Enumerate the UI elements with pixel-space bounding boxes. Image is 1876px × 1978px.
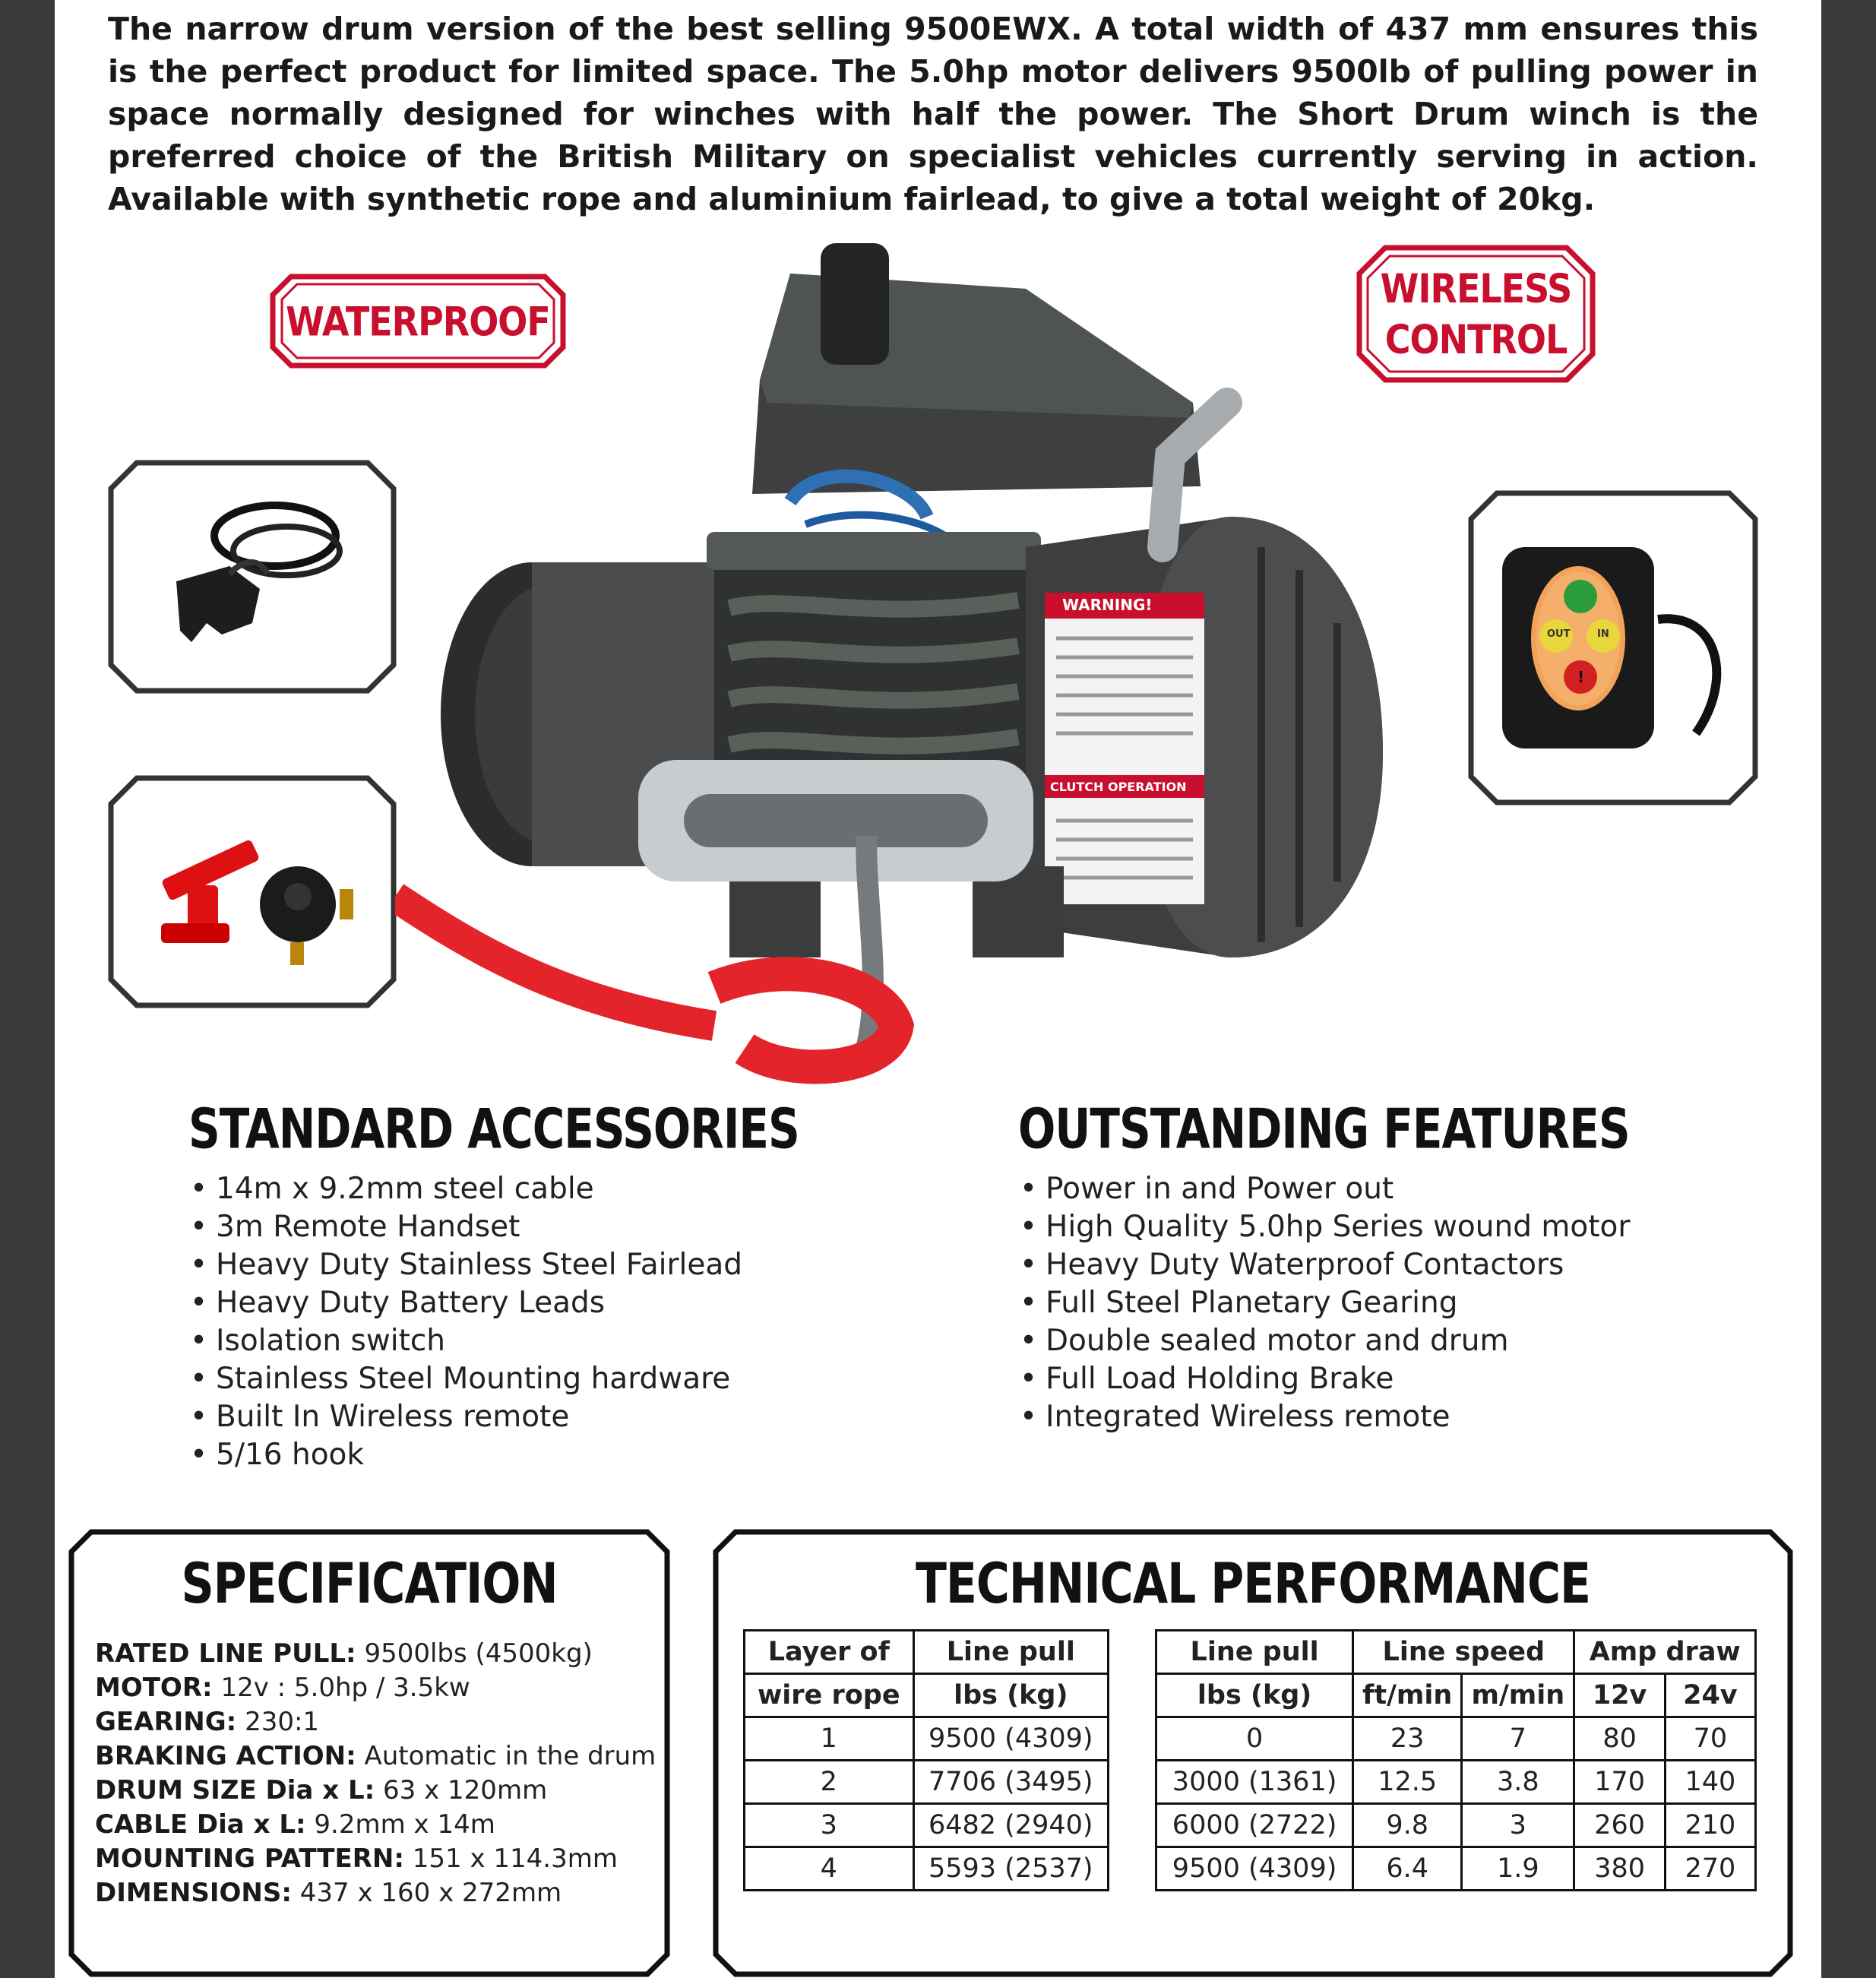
table-row — [745, 1804, 1109, 1847]
table-cell: 7 — [1462, 1717, 1574, 1761]
spec-value: Automatic in the drum — [364, 1741, 656, 1771]
standard-accessories-heading: STANDARD ACCESSORIES — [188, 1097, 799, 1161]
wireless-remote-image — [1468, 490, 1758, 805]
table-cell: 3000 (1361) — [1156, 1761, 1353, 1804]
spec-label: RATED LINE PULL: — [95, 1638, 356, 1669]
table-cell: 9.8 — [1353, 1804, 1462, 1847]
list-item: • Full Steel Planetary Gearing — [1020, 1284, 1630, 1322]
list-item: • 3m Remote Handset — [190, 1208, 742, 1246]
intro-line: Available with synthetic rope and aluminium fairlead, to give a total weight of 20kg. — [108, 181, 1596, 217]
spec-value: 437 x 160 x 272mm — [299, 1878, 562, 1908]
table-cell: 1.9 — [1462, 1847, 1574, 1891]
spec-row — [95, 1705, 656, 1739]
specification-list — [95, 1637, 656, 1910]
table-header: lbs (kg) — [913, 1674, 1108, 1717]
wireless-label-line2: CONTROL — [1384, 315, 1568, 363]
spec-row — [95, 1876, 656, 1910]
remote-in-button-label: IN — [1597, 628, 1609, 640]
list-item: • Built In Wireless remote — [190, 1398, 742, 1436]
spec-value: 12v : 5.0hp / 3.5kw — [220, 1673, 470, 1703]
intro-line: is the perfect product for limited space. The 5.0hp motor delivers 9500lb of pulling power — [108, 53, 1713, 90]
winch-clutch-label: CLUTCH OPERATION — [1050, 780, 1187, 794]
wireless-label-line1: WIRELESS — [1380, 264, 1572, 312]
spec-value: 9.2mm x 14m — [314, 1809, 495, 1840]
table-row — [1156, 1717, 1756, 1761]
list-item: • Heavy Duty Battery Leads — [190, 1284, 742, 1322]
table-header: ft/min — [1353, 1674, 1462, 1717]
list-item: • High Quality 5.0hp Series wound motor — [1020, 1208, 1630, 1246]
intro-paragraph — [108, 8, 1758, 220]
table-cell: 23 — [1353, 1717, 1462, 1761]
table-header: Line pull — [1156, 1631, 1353, 1674]
technical-performance-title: TECHNICAL PERFORMANCE — [915, 1552, 1591, 1617]
intro-line: preferred choice of the British Military on specialist vehicles currently serving in action. — [108, 138, 1758, 175]
specification-title: SPECIFICATION — [181, 1552, 558, 1617]
table-header: 24v — [1665, 1674, 1755, 1717]
list-item: • Isolation switch — [190, 1322, 742, 1360]
spec-row — [95, 1774, 656, 1808]
table-cell: 170 — [1574, 1761, 1665, 1804]
spec-value: 151 x 114.3mm — [412, 1843, 618, 1874]
table-row — [745, 1847, 1109, 1891]
intro-line: The narrow drum version of the best selling 9500EWX. A total width of 437 mm ensures this — [108, 11, 1758, 47]
spec-label: MOUNTING PATTERN: — [95, 1843, 404, 1874]
table-row — [1156, 1847, 1756, 1891]
spec-value: 9500lbs (4500kg) — [364, 1638, 593, 1669]
spec-value: 63 x 120mm — [383, 1775, 548, 1806]
table-cell: 7706 (3495) — [913, 1761, 1108, 1804]
table-cell: 380 — [1574, 1847, 1665, 1891]
table-cell: 4 — [745, 1847, 914, 1891]
spec-label: CABLE Dia x L: — [95, 1809, 306, 1840]
table-header: Amp draw — [1574, 1631, 1756, 1674]
table-row — [745, 1717, 1109, 1761]
winch-product-image — [395, 228, 1497, 1087]
table-cell: 1 — [745, 1717, 914, 1761]
spec-label: MOTOR: — [95, 1673, 213, 1703]
table-cell: 2 — [745, 1761, 914, 1804]
table-header: 12v — [1574, 1674, 1665, 1717]
table-header: wire rope — [745, 1674, 914, 1717]
table-cell: 6000 (2722) — [1156, 1804, 1353, 1847]
outstanding-features-list — [1020, 1170, 1630, 1436]
spec-row — [95, 1637, 656, 1671]
table-header: Layer of — [745, 1631, 914, 1674]
table-row — [1156, 1804, 1756, 1847]
waterproof-label: WATERPROOF — [286, 297, 550, 345]
table-cell: 260 — [1574, 1804, 1665, 1847]
table-cell: 3.8 — [1462, 1761, 1574, 1804]
table-cell: 3 — [745, 1804, 914, 1847]
list-item: • Heavy Duty Stainless Steel Fairlead — [190, 1246, 742, 1284]
specification-panel — [68, 1529, 670, 1978]
table-cell: 70 — [1665, 1717, 1755, 1761]
list-item: • Stainless Steel Mounting hardware — [190, 1360, 742, 1398]
spec-label: DRUM SIZE Dia x L: — [95, 1775, 375, 1806]
spec-label: GEARING: — [95, 1707, 237, 1737]
spec-label: BRAKING ACTION: — [95, 1741, 356, 1771]
spec-label: DIMENSIONS: — [95, 1878, 292, 1908]
table-cell: 80 — [1574, 1717, 1665, 1761]
list-item: • Integrated Wireless remote — [1020, 1398, 1630, 1436]
table-row — [1156, 1761, 1756, 1804]
spec-row — [95, 1808, 656, 1842]
table-cell: 9500 (4309) — [913, 1717, 1108, 1761]
spec-value: 230:1 — [245, 1707, 320, 1737]
list-item: • Double sealed motor and drum — [1020, 1322, 1630, 1360]
spec-row — [95, 1842, 656, 1876]
corded-remote-image — [108, 460, 397, 694]
remote-out-button-label: OUT — [1547, 628, 1571, 640]
table-header: m/min — [1462, 1674, 1574, 1717]
winch-warning-label: WARNING! — [1062, 596, 1153, 614]
standard-accessories-list — [190, 1170, 742, 1474]
table-cell: 9500 (4309) — [1156, 1847, 1353, 1891]
spec-row — [95, 1671, 656, 1705]
table-cell: 12.5 — [1353, 1761, 1462, 1804]
table-cell: 210 — [1665, 1804, 1755, 1847]
technical-performance-panel — [713, 1529, 1793, 1978]
list-item: • Power in and Power out — [1020, 1170, 1630, 1208]
isolation-switch-image — [108, 775, 397, 1008]
table-cell: 0 — [1156, 1717, 1353, 1761]
table-cell: 140 — [1665, 1761, 1755, 1804]
intro-line: in space normally designed for winches with half the power. The Short Drum winch is the — [108, 53, 1758, 132]
table-header: Line pull — [913, 1631, 1108, 1674]
list-item: • 5/16 hook — [190, 1436, 742, 1474]
list-item: • Heavy Duty Waterproof Contactors — [1020, 1246, 1630, 1284]
list-item: • 14m x 9.2mm steel cable — [190, 1170, 742, 1208]
layer-line-pull-table — [743, 1629, 1109, 1891]
spec-row — [95, 1739, 656, 1774]
table-row — [745, 1761, 1109, 1804]
table-header: Line speed — [1353, 1631, 1574, 1674]
frame-left-border — [0, 0, 55, 1978]
table-cell: 5593 (2537) — [913, 1847, 1108, 1891]
list-item: • Full Load Holding Brake — [1020, 1360, 1630, 1398]
outstanding-features-heading: OUTSTANDING FEATURES — [1018, 1097, 1630, 1161]
remote-warning-button-label: ! — [1577, 668, 1585, 686]
table-cell: 6.4 — [1353, 1847, 1462, 1891]
table-cell: 6482 (2940) — [913, 1804, 1108, 1847]
table-header: lbs (kg) — [1156, 1674, 1353, 1717]
table-cell: 270 — [1665, 1847, 1755, 1891]
frame-right-border — [1821, 0, 1876, 1978]
line-speed-amp-draw-table — [1155, 1629, 1757, 1891]
table-cell: 3 — [1462, 1804, 1574, 1847]
